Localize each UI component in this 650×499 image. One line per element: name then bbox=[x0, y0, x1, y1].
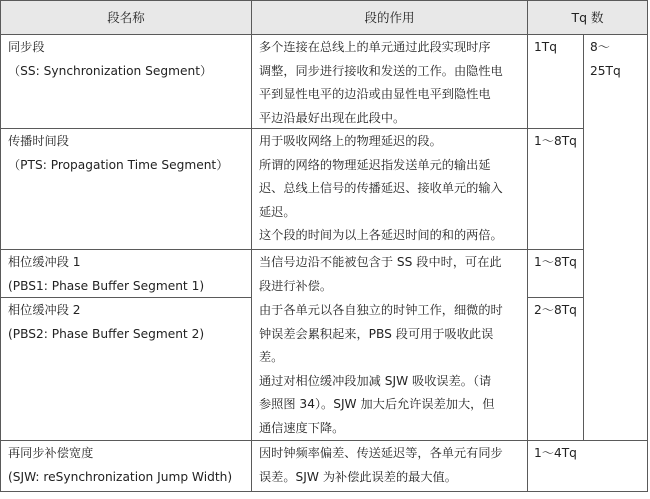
function-line: 所谓的网络的物理延迟指发送单元的输出延 bbox=[259, 157, 491, 172]
function-line: 通信速度下降。 bbox=[259, 420, 345, 435]
row-sjw-name bbox=[8, 442, 232, 489]
row-pts-function bbox=[259, 130, 503, 248]
row-pbs2-name bbox=[8, 299, 204, 346]
table-border-bottom bbox=[0, 491, 648, 492]
function-line: 这个段的时间为以上各延迟时间的和的两倍。 bbox=[259, 228, 503, 242]
header-segment-function: 段的作用 bbox=[364, 10, 415, 25]
row-pbs1-name bbox=[8, 251, 204, 298]
name-en: (SJW: reSynchronization Jump Width) bbox=[8, 469, 233, 484]
header-tq-count: Tq 数 bbox=[571, 10, 604, 25]
row-sjw-tq: 1～4Tq bbox=[534, 446, 577, 460]
row-divider-4 bbox=[0, 440, 648, 441]
table-border-top bbox=[0, 0, 648, 1]
function-line: 段进行补偿。 bbox=[259, 278, 333, 293]
function-line: 平边沿最好出现在此段中。 bbox=[259, 110, 406, 125]
function-line: 因时钟频率偏差、传送延迟等，各单元有同步 bbox=[259, 446, 503, 460]
row-pbs1-tq: 1～8Tq bbox=[534, 255, 577, 269]
header-segment-name: 段名称 bbox=[107, 10, 145, 25]
name-en: （PTS: Propagation Time Segment） bbox=[8, 157, 229, 172]
header-divider bbox=[0, 34, 648, 35]
row-ss-function bbox=[259, 36, 503, 130]
name-cn: 再同步补偿宽度 bbox=[8, 446, 94, 460]
total-tq bbox=[590, 36, 621, 83]
row-pbs2-tq: 2～8Tq bbox=[534, 303, 577, 317]
row-sjw-function bbox=[259, 442, 503, 489]
function-line: 参照图 34）。SJW 加大后允许误差加大，但 bbox=[259, 397, 495, 411]
row-divider-3b bbox=[527, 297, 583, 298]
row-pbs2-function bbox=[259, 299, 503, 440]
row-ss-name bbox=[8, 36, 212, 83]
name-cn: 相位缓冲段 1 bbox=[8, 255, 81, 269]
name-cn: 同步段 bbox=[8, 40, 45, 54]
name-en: （SS: Synchronization Segment） bbox=[8, 63, 213, 78]
function-line: 多个连接在总线上的单元通过此段实现时序 bbox=[259, 40, 491, 54]
function-line: 用于吸收网络上的物理延迟的段。 bbox=[259, 134, 442, 148]
row-divider-2 bbox=[0, 249, 583, 250]
function-line: 调整，同步进行接收和发送的工作。由隐性电 bbox=[259, 63, 503, 78]
name-cn: 传播时间段 bbox=[8, 134, 69, 148]
row-pbs1-function bbox=[259, 251, 502, 298]
function-line: 差。 bbox=[259, 350, 284, 364]
name-en: (PBS2: Phase Buffer Segment 2) bbox=[8, 326, 205, 341]
name-cn: 相位缓冲段 2 bbox=[8, 303, 81, 317]
row-pts-name bbox=[8, 130, 228, 177]
total-tq-line: 25Tq bbox=[590, 63, 621, 78]
function-line: 钟误差会累积起来，PBS 段可用于吸收此误 bbox=[259, 326, 494, 341]
function-line: 迟、总线上信号的传播延迟、接收单元的输入 bbox=[259, 181, 503, 195]
name-en: (PBS1: Phase Buffer Segment 1) bbox=[8, 278, 205, 293]
total-tq-line: 8～ bbox=[590, 40, 610, 54]
table-border-right bbox=[647, 0, 648, 492]
col-divider-2 bbox=[527, 0, 528, 492]
col-divider-3 bbox=[583, 34, 584, 441]
function-line: 延迟。 bbox=[259, 204, 296, 219]
function-line: 误差。SJW 为补偿此误差的最大值。 bbox=[259, 469, 457, 484]
function-line: 当信号边沿不能被包含于 SS 段中时，可在此 bbox=[259, 255, 502, 269]
function-line: 由于各单元以各自独立的时钟工作，细微的时 bbox=[259, 303, 503, 317]
row-ss-tq: 1Tq bbox=[534, 40, 557, 54]
function-line: 通过对相位缓冲段加减 SJW 吸收误差。（请 bbox=[259, 373, 492, 388]
function-line: 平到显性电平的边沿或由显性电平到隐性电 bbox=[259, 87, 491, 101]
col-divider-1 bbox=[251, 0, 252, 492]
table-border-left bbox=[0, 0, 1, 492]
row-pts-tq: 1～8Tq bbox=[534, 134, 577, 148]
